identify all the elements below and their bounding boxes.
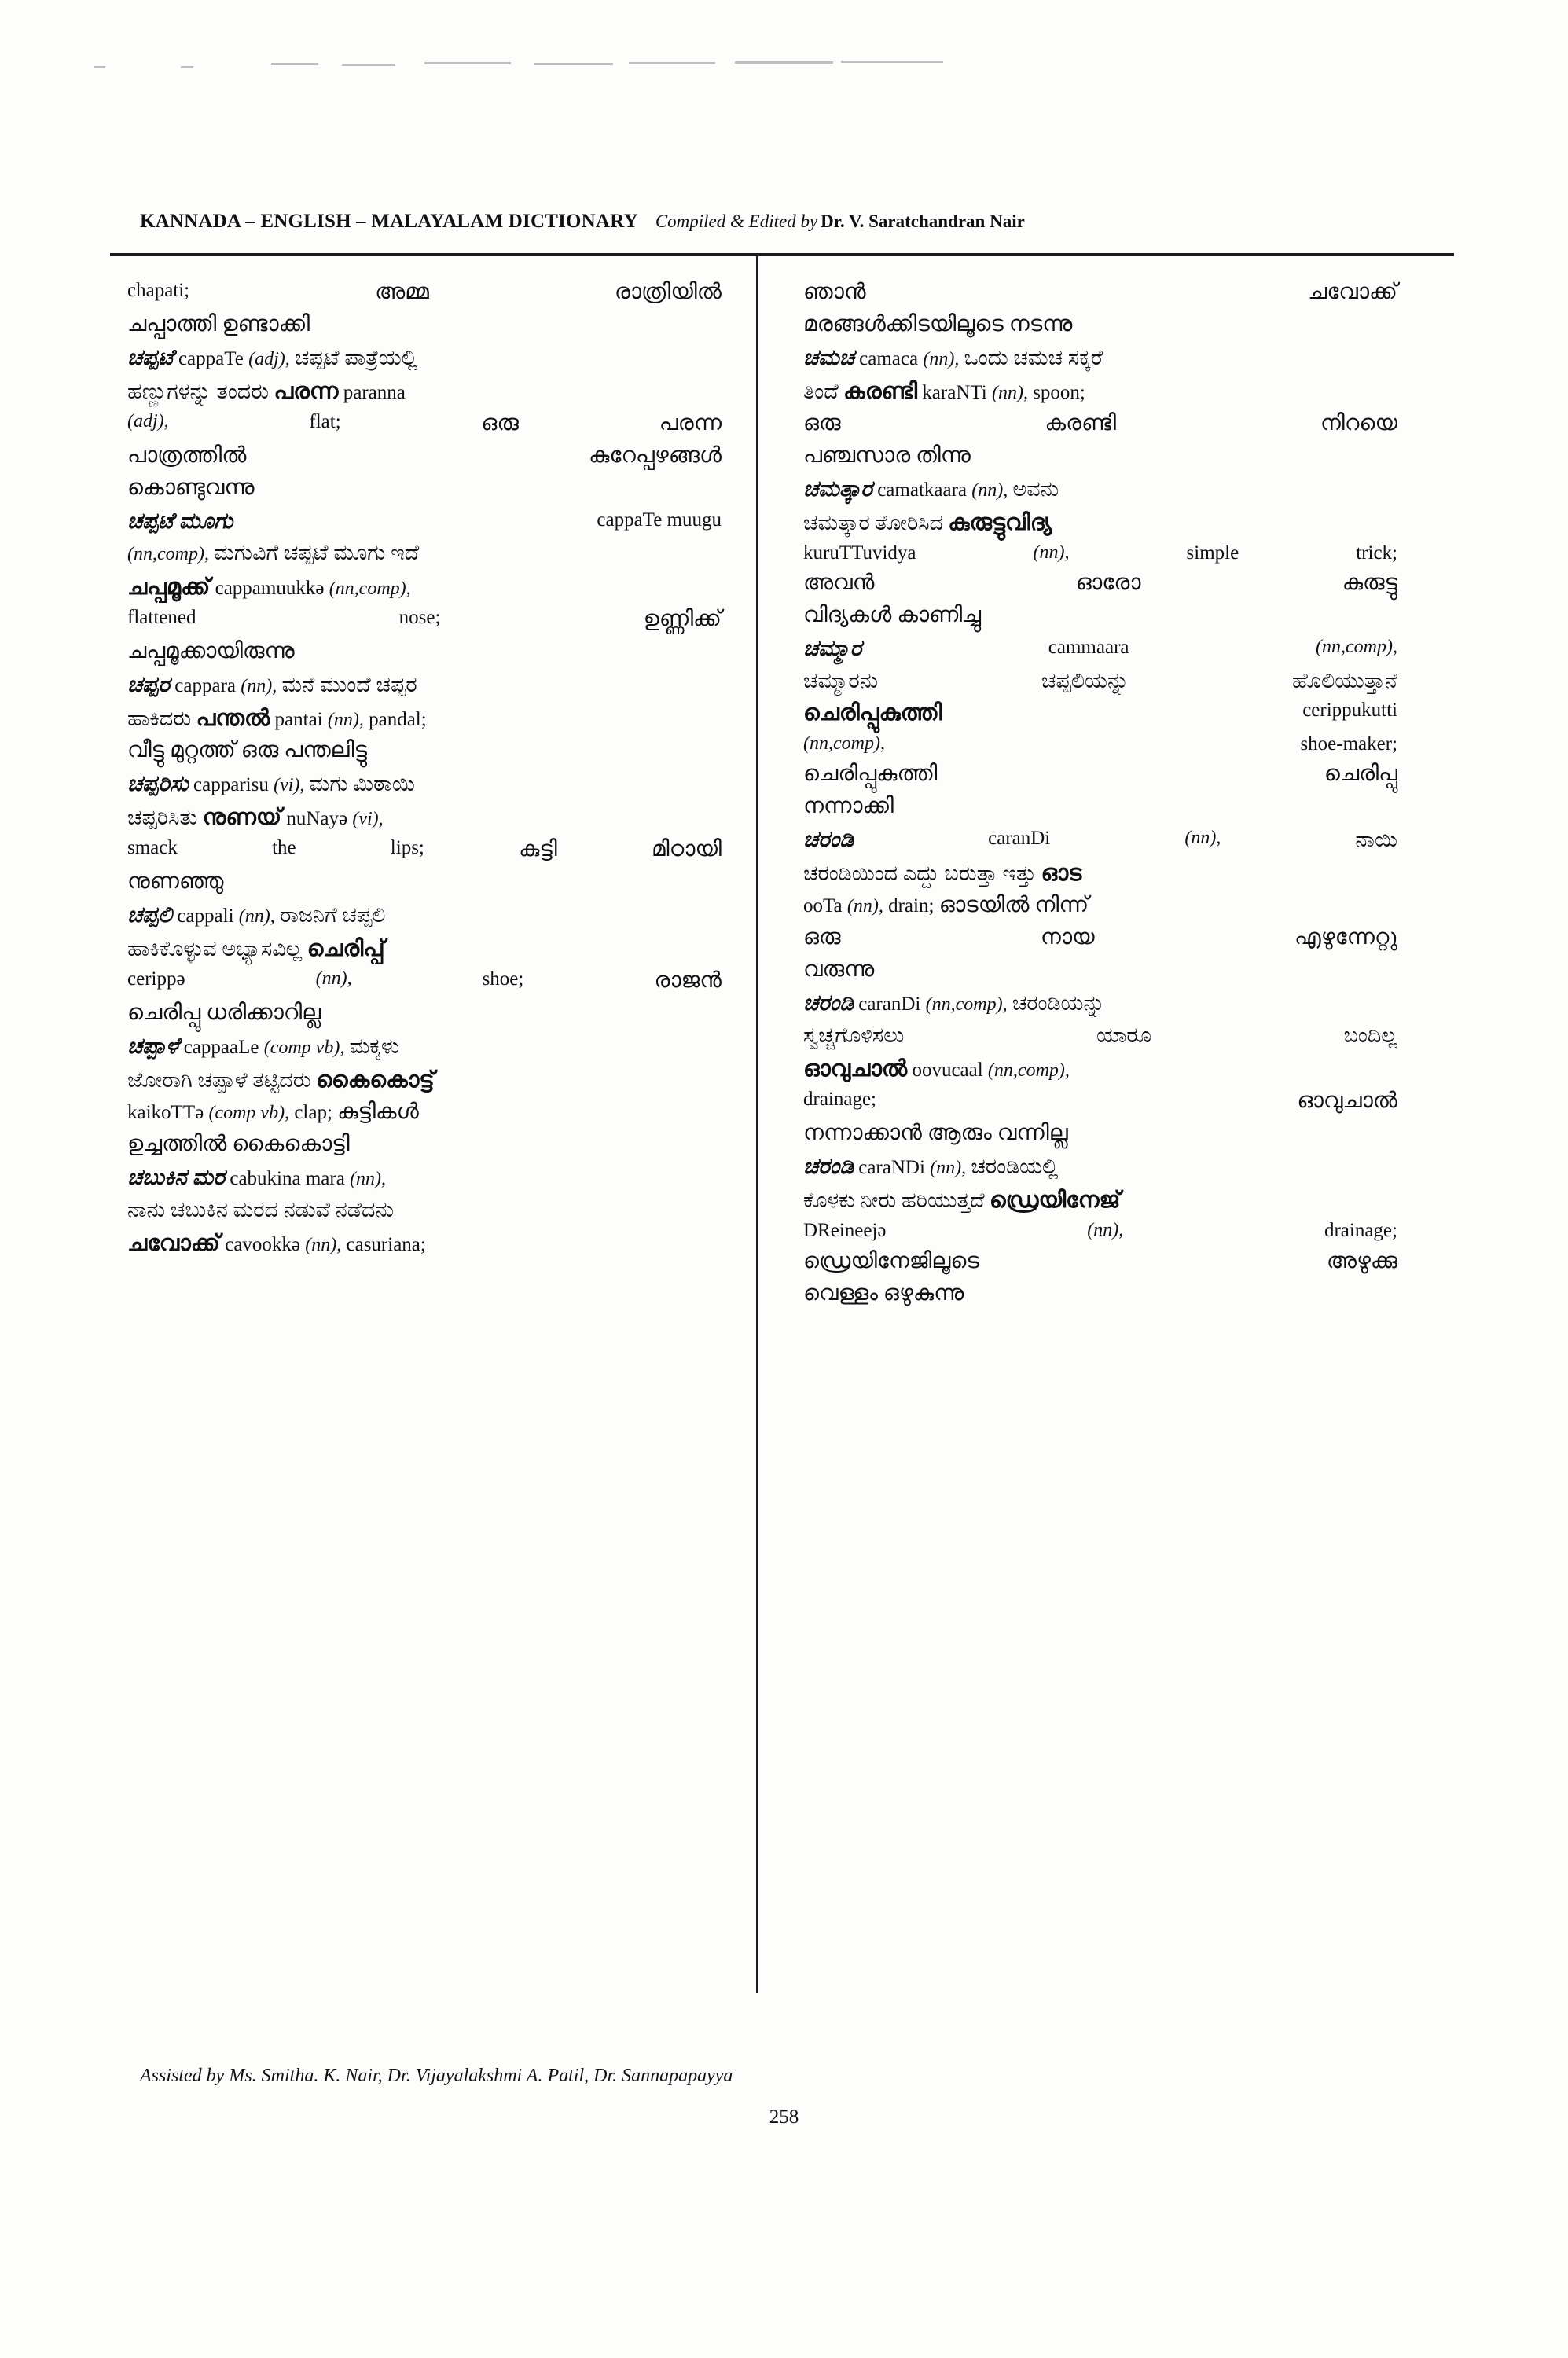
entry-line (803, 1151, 1397, 1184)
entry-line (803, 408, 1397, 440)
entry-line (803, 1118, 1397, 1150)
token-eng: the (272, 837, 296, 859)
entry-line (803, 825, 1397, 857)
token-rom: cappaTe muugu (597, 509, 722, 531)
token-eng: flattened (127, 607, 196, 629)
token-pos: (nn,comp), (925, 994, 1008, 1015)
token-mal: പാത്രത്തിൽ (127, 443, 247, 468)
token-mal: വെള്ളം ഒഴുകുന്നു (803, 1280, 964, 1306)
entry-line (127, 472, 722, 505)
token-mal: മരങ്ങൾക്കിടയിലൂടെ നടന്നു (803, 311, 1073, 336)
dictionary-entry (803, 277, 1397, 341)
token-eng: casuriana; (346, 1234, 426, 1256)
token-kan-head: ಚಮ್ಮಾರ (803, 637, 862, 662)
token-pos: (nn), (846, 896, 883, 917)
token-kan-head: ಚಮಚ (803, 345, 854, 370)
dictionary-entry (803, 1151, 1397, 1309)
token-mal: നുണഞ്ഞു (127, 869, 224, 894)
entry-line (803, 506, 1397, 539)
entry-line (127, 604, 722, 636)
dictionary-title: KANNADA – ENGLISH – MALAYALAM DICTIONARY (140, 211, 638, 232)
token-kan: ಚಪ್ಪಟೆ ಪಾತ್ರೆಯಲ್ಲಿ (295, 345, 418, 369)
dictionary-entry (127, 571, 722, 668)
token-eng: chapati; (127, 280, 190, 301)
token-kan: ಮಗು ಮಿಠಾಯಿ (309, 772, 415, 796)
token-pos: (vi), (352, 808, 384, 829)
token-mal: എഴുന്നേറ്റു (1294, 925, 1397, 950)
token-mal: പരന്ന (659, 410, 722, 435)
dictionary-entry (803, 474, 1397, 632)
token-pos: (nn), (305, 1235, 342, 1256)
token-kan: ಸ್ವಚ್ಚಗೊಳಿಸಲು (803, 1023, 905, 1047)
token-kan: ಮನೆ ಮುಂದೆ ಚಪ್ಪರ (281, 673, 417, 697)
dictionary-entry (803, 634, 1397, 823)
dictionary-entry (127, 769, 722, 898)
entry-line (127, 702, 722, 735)
entry-line (127, 866, 722, 898)
token-pos: (nn), (1033, 542, 1070, 563)
token-mal: ഓവുചാൽ (1297, 1089, 1397, 1114)
token-pos: (nn), (327, 709, 364, 730)
entry-line (127, 670, 722, 702)
token-kan: ಚಮ್ಮಾರನು (803, 669, 879, 693)
header-rule (110, 253, 1454, 256)
dictionary-entry (803, 988, 1397, 1051)
token-pos: (nn), (991, 382, 1028, 403)
entry-line (803, 343, 1397, 375)
dictionary-entry (803, 343, 1397, 472)
token-rom: camatkaara (877, 479, 967, 501)
entry-line (127, 965, 722, 997)
token-mal: ഉണ്ണിക്ക് (643, 607, 722, 632)
entry-line (127, 538, 722, 569)
token-kan: ಕೊಳಕು ನೀರು ಹರಿಯುತ್ತದೆ (803, 1188, 985, 1213)
entry-line (127, 309, 722, 341)
entry-line (127, 1129, 722, 1161)
token-rom: caranDi (858, 993, 921, 1015)
token-mal: ഞാൻ (803, 280, 866, 304)
token-kan-head: ಚಪ್ಪಾಳೆ (127, 1034, 179, 1060)
entry-line (127, 932, 722, 965)
entry-line (127, 900, 722, 932)
token-pos: (nn,comp), (329, 578, 411, 599)
token-eng: flat; (309, 410, 341, 432)
token-pos: (nn), (930, 1158, 967, 1179)
token-mal-head: കൈകൊട്ട് (315, 1067, 435, 1093)
entry-line (127, 1162, 722, 1195)
token-mal: പഞ്ചസാര തിന്നു (803, 443, 971, 468)
entry-line (127, 1096, 722, 1129)
page-number: 258 (769, 2106, 799, 2128)
token-rom: paranna (343, 381, 406, 403)
token-mal-head: ചെരിപ്പ് (307, 935, 385, 961)
token-mal: കുട്ടി (519, 837, 557, 862)
token-mal: രാജൻ (654, 968, 722, 994)
token-rom: cappamuukkə (215, 577, 325, 599)
entry-line (127, 440, 722, 472)
token-kan: ಚಮತ್ಕಾರ ತೋರಿಸಿದ (803, 510, 943, 534)
token-kan: ಚರಂಡಿಯಿಂದ ಎದ್ದು ಬರುತ್ತಾ ಇತ್ತು (803, 861, 1037, 885)
scan-artifact-marks (94, 61, 880, 72)
entry-line (803, 440, 1397, 472)
token-kan: ಮಗುವಿಗೆ ಚಪ್ಪಟೆ ಮೂಗು ಇದೆ (214, 541, 420, 565)
dictionary-entry (127, 670, 722, 767)
token-pos: (adj), (248, 348, 290, 369)
entry-line (803, 1246, 1397, 1278)
token-kan: ಚರಂಡಿಯನ್ನು (1012, 990, 1105, 1015)
token-mal: ചെരിപ്പു ധരിക്കാറില്ല (127, 1001, 321, 1026)
token-rom: caranDi (988, 828, 1051, 850)
token-eng: drainage; (1324, 1220, 1397, 1242)
dictionary-entry (127, 343, 722, 505)
token-kan-head: ಚರಂಡಿ (803, 1155, 854, 1180)
entry-line (803, 666, 1397, 696)
entry-line (803, 791, 1397, 823)
entry-line (803, 988, 1397, 1020)
entry-line (803, 309, 1397, 341)
dictionary-entry (127, 1227, 722, 1260)
token-rom: kaikoTTə (127, 1102, 204, 1124)
token-mal: കരണ്ടി (1045, 410, 1117, 435)
token-kan: ರಾಜನಿಗೆ ಚಪ್ಪಲಿ (280, 903, 386, 927)
token-mal: അഴുക്കു (1326, 1248, 1397, 1273)
token-rom: cerippukutti (1302, 700, 1397, 722)
token-pos: (nn), (971, 479, 1008, 501)
entry-line (127, 801, 722, 834)
dictionary-entry (803, 1052, 1397, 1150)
token-mal: ചപ്പാത്തി ഉണ്ടാക്കി (127, 311, 310, 336)
token-eng: drain; (888, 895, 935, 917)
token-pos: (comp vb), (208, 1103, 290, 1124)
entry-line (803, 922, 1397, 954)
token-rom: cappali (177, 905, 234, 927)
token-mal: ചെരിപ്പു (1324, 762, 1397, 787)
token-pos: (nn), (315, 968, 352, 990)
entry-line (127, 277, 722, 309)
token-mal: ഒരു (481, 410, 519, 435)
token-kan: ಹಾಕಿಕೊಳ್ಳುವ ಅಭ್ಯಾಸವಿಲ್ಲ (127, 936, 303, 960)
token-mal: ഓടയിൽ നിന്ന് (938, 893, 1089, 918)
assisted-by-note: Assisted by Ms. Smitha. K. Nair, Dr. Vijayalakshmi A. Patil, Dr. Sannapapayya (140, 2066, 733, 2086)
token-pos: (nn), (1087, 1220, 1124, 1241)
token-rom: cabukina mara (230, 1167, 345, 1189)
token-eng: pandal; (369, 708, 427, 730)
left-column (110, 277, 739, 1312)
token-mal: ഉച്ചത്തിൽ കൈകൊട്ടി (127, 1132, 350, 1157)
token-kan-head: ಚಬುಕಿನ ಮರ (127, 1165, 226, 1190)
token-mal: നന്നാക്കി (803, 794, 894, 819)
token-kan: ಹಣ್ಣುಗಳನ್ನು ತಂದರು (127, 379, 270, 403)
entry-line (803, 1217, 1397, 1246)
token-rom: kuruTTuvidya (803, 542, 916, 564)
token-kan: ಹೊಲಿಯುತ್ತಾನೆ (1292, 669, 1397, 693)
entry-line (127, 375, 722, 408)
token-rom: karaNTi (922, 381, 987, 403)
token-kan: ಜೋರಾಗಿ ಚಪ್ಪಾಳೆ ತಟ್ಟಿದರು (127, 1067, 311, 1092)
token-eng: clap; (294, 1102, 332, 1124)
token-mal: വിദ്യകൾ കാണിച്ചു (803, 603, 982, 628)
entry-line (127, 1195, 722, 1226)
token-kan-head: ಚಪ್ಪಟೆ ಮೂಗು (127, 509, 233, 534)
dictionary-entry (127, 1162, 722, 1225)
token-rom: oovucaal (912, 1060, 983, 1082)
token-mal: ചവോക്ക് (1308, 280, 1397, 304)
token-rom: cappaTe (178, 347, 244, 369)
token-eng: spoon; (1033, 381, 1085, 403)
dictionary-entry (127, 506, 722, 569)
token-rom: nuNayə (286, 807, 348, 829)
token-kan: ಅವನು (1012, 476, 1059, 501)
entry-line (127, 1227, 722, 1260)
token-mal: കുട്ടികൾ (337, 1100, 419, 1125)
token-pos: (nn), (238, 906, 275, 927)
token-mal: ഒരു (803, 925, 841, 950)
entry-line (803, 539, 1397, 568)
token-rom: cavookkə (225, 1234, 301, 1256)
page-header (140, 211, 1433, 233)
token-mal-head: ചവോക്ക് (127, 1231, 220, 1257)
token-eng: drainage; (803, 1089, 877, 1111)
entry-line (803, 730, 1397, 759)
token-kan: ನಾನು ಚಬುಕಿನ ಮರದ ನಡುವೆ ನಡೆದನು (127, 1197, 395, 1221)
token-mal: ചപ്പമൂക്കായിരുന്നു (127, 639, 295, 664)
token-pos: (nn), (1184, 828, 1221, 849)
token-pos: (nn), (923, 348, 960, 369)
token-kan: ಚರಂಡಿಯಲ್ಲಿ (971, 1155, 1059, 1179)
entry-line (127, 506, 722, 538)
token-rom: caraNDi (858, 1157, 925, 1179)
token-mal: കുറേപ്പഴങ്ങൾ (589, 443, 722, 468)
token-eng: lips; (390, 837, 424, 859)
dictionary-entry (127, 277, 722, 341)
entry-line (803, 954, 1397, 986)
entry-line (127, 1063, 722, 1096)
columns-container (110, 277, 1454, 1312)
token-mal: ഡ്രെയിനേജിലൂടെ (803, 1248, 979, 1273)
token-mal-head: ചപ്പമൂക്ക് (127, 574, 211, 600)
token-kan-head: ಚಮತ್ಕಾರ (803, 476, 872, 501)
token-rom: cammaara (1048, 637, 1129, 659)
token-mal-head: പരന്ന (274, 378, 339, 404)
token-kan: ಬಂದಿಲ್ಲ (1343, 1023, 1397, 1047)
token-mal: നായ (1040, 925, 1095, 950)
token-kan: ಹಾಕಿದರು (127, 706, 192, 730)
token-eng: trick; (1356, 542, 1397, 564)
token-eng: nose; (398, 607, 441, 629)
token-mal-head: ഓവുചാൽ (803, 1056, 908, 1082)
token-mal: നന്നാക്കാൻ ആരും വന്നില്ല (803, 1121, 1068, 1146)
token-mal: ഒരു (803, 410, 841, 435)
token-rom: cerippə (127, 968, 185, 990)
token-rom: cappaaLe (183, 1037, 259, 1059)
token-mal: വീട്ടു മുറ്റത്ത് ഒരു പന്തലിട്ടു (127, 738, 368, 763)
token-mal-head: കരണ്ടി (843, 378, 918, 404)
token-mal: രാത്രിയിൽ (614, 280, 722, 304)
token-rom: camaca (859, 347, 919, 369)
token-rom: cappara (174, 675, 237, 697)
token-mal-head: ചെരിപ്പുകുത്തി (803, 700, 942, 726)
entry-line (127, 769, 722, 801)
token-kan-head: ಚಪ್ಪರ (127, 673, 171, 698)
token-eng: simple (1186, 542, 1239, 564)
entry-line (803, 857, 1397, 890)
token-mal-head: കുരുട്ടുവിദ്യ (948, 509, 1052, 535)
token-mal: മിഠായി (652, 837, 722, 862)
token-pos: (adj), (127, 410, 169, 432)
token-kan: ನಾಯಿ (1355, 828, 1397, 852)
entry-line (803, 1052, 1397, 1085)
token-eng: shoe; (482, 968, 524, 990)
token-kan: ಚಪ್ಪರಿಸಿತು (127, 805, 198, 829)
entry-line (127, 1031, 722, 1063)
dictionary-entry (127, 1031, 722, 1161)
entry-line (803, 600, 1397, 632)
entry-line (127, 997, 722, 1030)
entry-line (803, 1085, 1397, 1118)
token-rom: capparisu (193, 774, 269, 796)
token-pos: (nn,comp), (803, 733, 885, 754)
token-rom: pantai (274, 708, 323, 730)
entry-line (803, 758, 1397, 791)
entry-line (803, 1278, 1397, 1310)
token-mal-head: ഓട (1041, 860, 1082, 886)
token-mal: വരുന്നു (803, 957, 875, 982)
dictionary-entry (127, 900, 722, 1030)
entry-line (127, 408, 722, 440)
token-mal: ചെരിപ്പുകുത്തി (803, 762, 938, 787)
entry-line (127, 636, 722, 668)
entry-line (127, 834, 722, 866)
token-kan: ಮಕ್ಕಳು (349, 1034, 400, 1059)
token-kan-head: ಚಪ್ಪರಿಸು (127, 772, 189, 797)
dictionary-entry (803, 825, 1397, 986)
token-kan: ತಿಂದೆ (803, 379, 839, 403)
token-kan-head: ಚರಂಡಿ (803, 828, 854, 853)
token-pos: (nn), (350, 1168, 387, 1189)
compiled-by-label: Compiled & Edited by (655, 211, 818, 231)
entry-line (127, 735, 722, 767)
token-mal-head: പന്തൽ (196, 705, 270, 731)
token-eng: shoe-maker; (1300, 733, 1397, 755)
token-kan: ಯಾರೂ (1096, 1023, 1151, 1047)
token-mal: ഓരോ (1075, 571, 1141, 596)
token-pos: (nn,comp), (987, 1060, 1070, 1082)
token-mal: അമ്മ (375, 280, 429, 304)
entry-line (803, 1020, 1397, 1051)
token-pos: (vi), (274, 775, 305, 796)
token-mal-head: നുണയ് (202, 804, 282, 830)
token-kan-head: ಚಪ್ಪಲಿ (127, 903, 173, 928)
entry-line (803, 474, 1397, 506)
token-mal: കുരുട്ടു (1342, 571, 1397, 596)
token-eng: smack (127, 837, 178, 859)
entry-line (803, 890, 1397, 922)
entry-line (803, 1184, 1397, 1217)
token-rom: DReineejə (803, 1220, 887, 1242)
token-kan: ಚಪ್ಪಲಿಯನ್ನು (1041, 669, 1129, 693)
entry-line (803, 696, 1397, 729)
entry-line (803, 567, 1397, 600)
token-mal: കൊണ്ടുവന്നു (127, 475, 255, 500)
token-kan: ಒಂದು ಚಮಚ ಸಕ್ಕರೆ (964, 345, 1103, 369)
token-mal-head: ഡ്രെയിനേജ് (989, 1188, 1121, 1214)
token-mal: അവൻ (803, 571, 875, 596)
entry-line (127, 343, 722, 375)
token-pos: (comp vb), (263, 1038, 345, 1059)
token-kan-head: ಚಪ್ಪಟೆ (127, 345, 174, 370)
token-rom: ooTa (803, 895, 843, 917)
editor-name: Dr. V. Saratchandran Nair (821, 211, 1025, 231)
entry-line (803, 634, 1397, 666)
entry-line (803, 375, 1397, 408)
right-column (786, 277, 1415, 1312)
token-pos: (nn), (241, 676, 277, 697)
token-kan-head: ಚರಂಡಿ (803, 990, 854, 1016)
token-pos: (nn,comp), (1316, 637, 1397, 658)
token-mal: നിറയെ (1320, 410, 1397, 435)
token-pos: (nn,comp), (127, 544, 209, 565)
entry-line (803, 277, 1397, 309)
entry-line (127, 571, 722, 604)
